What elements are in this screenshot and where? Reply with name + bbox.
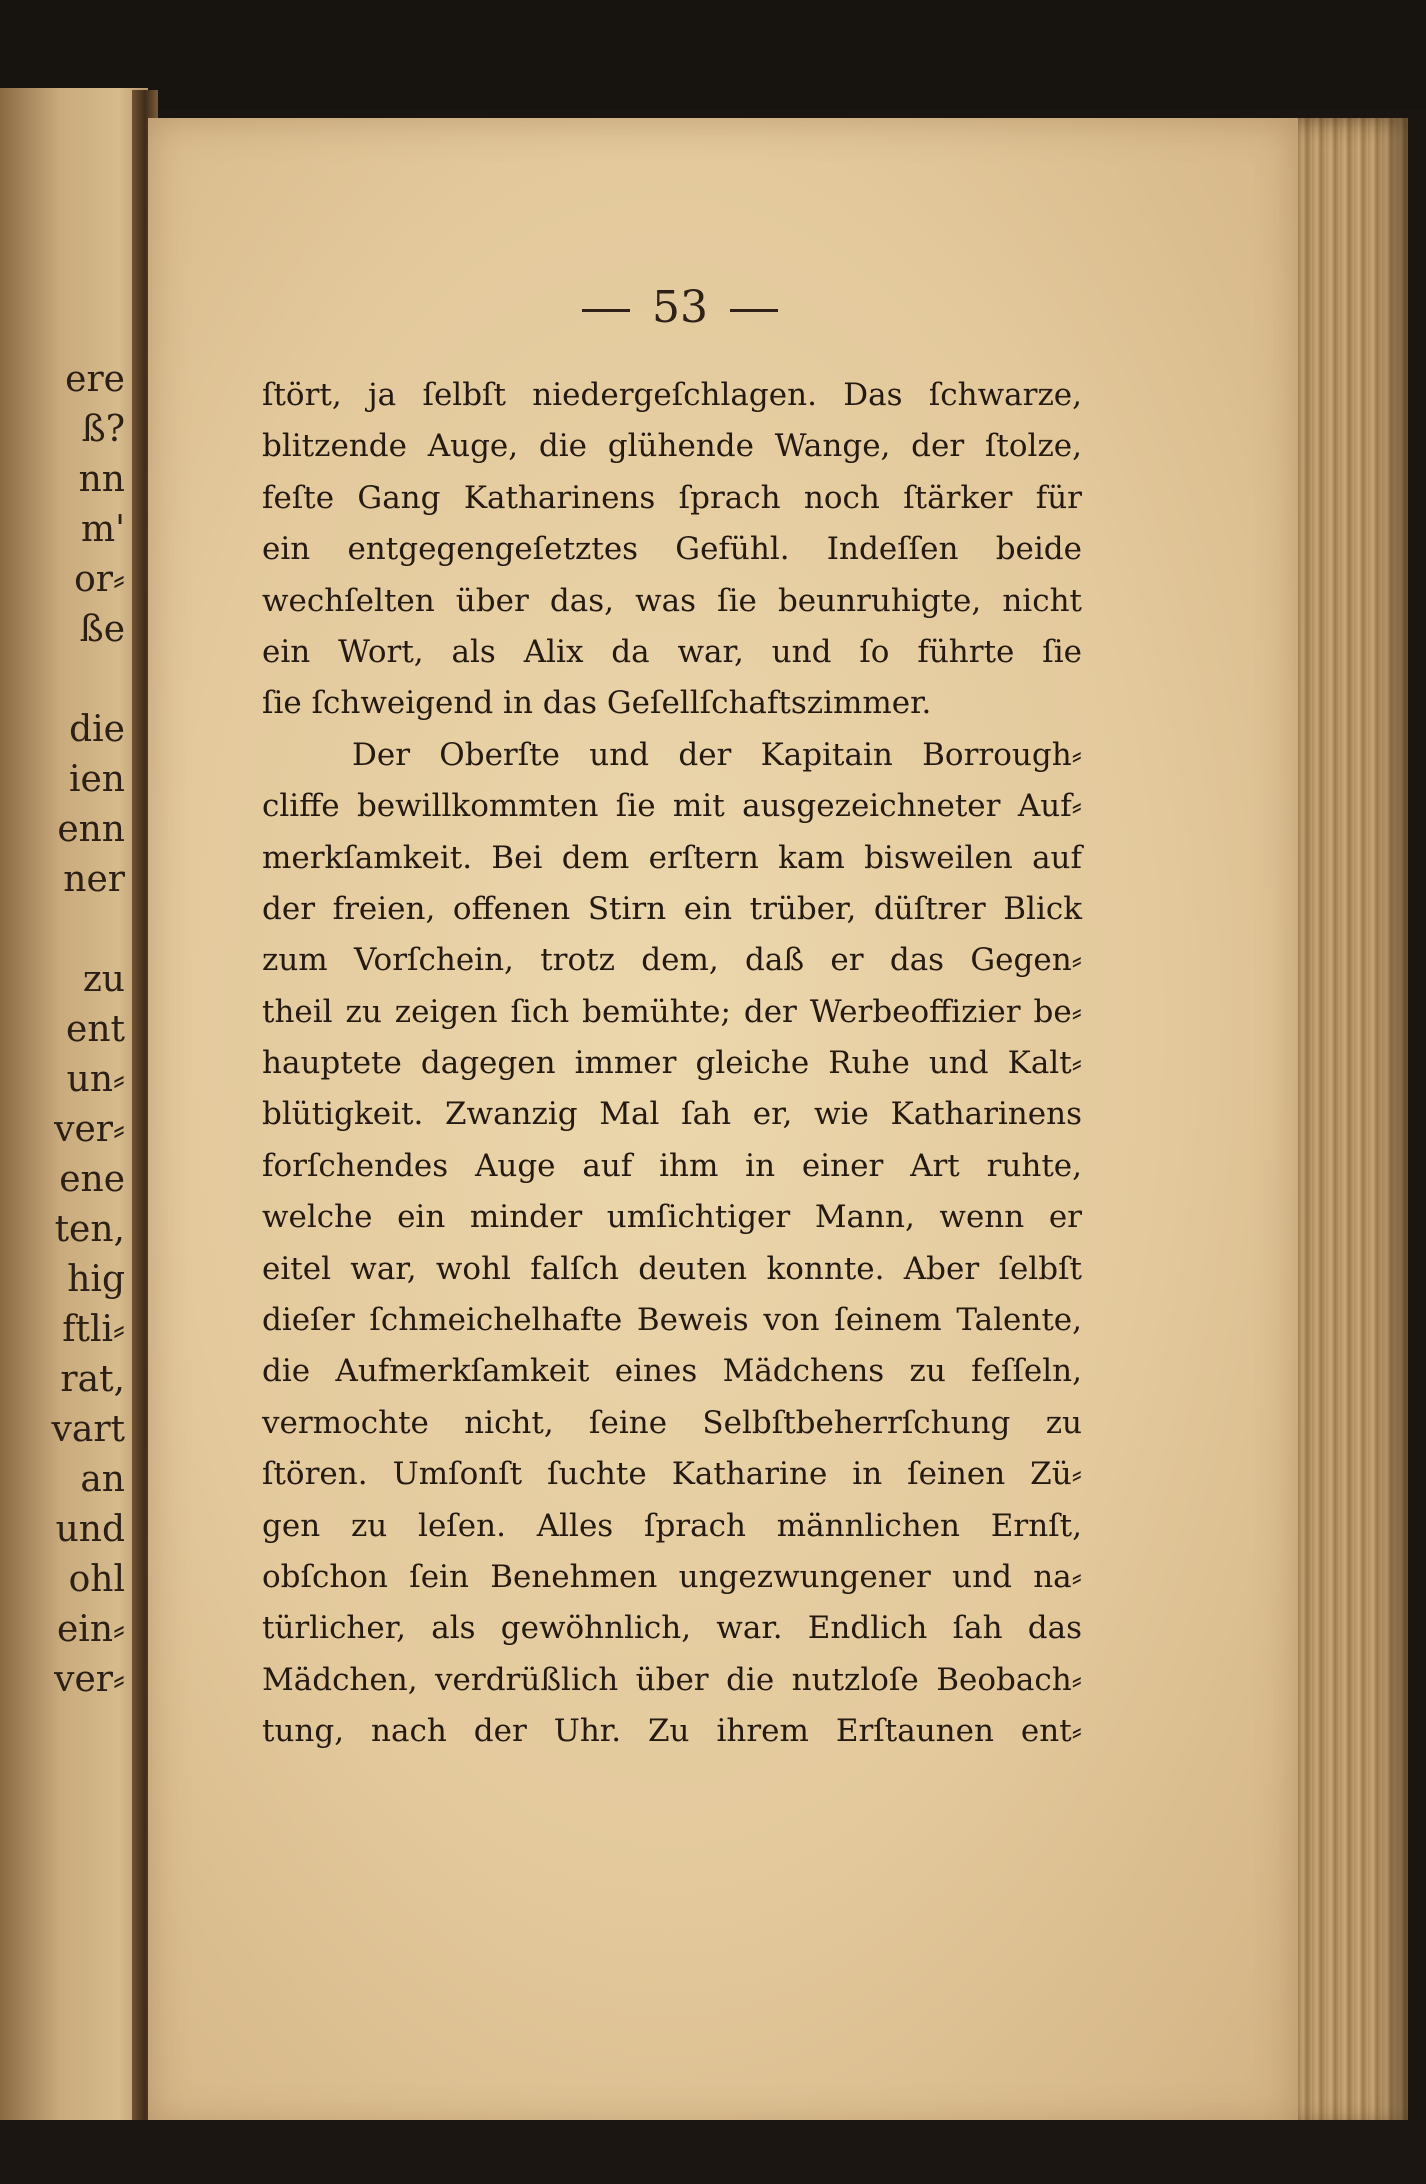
text-line: obſchon ſein Benehmen ungezwungener und na⸗ — [262, 1558, 1082, 1595]
left-fragment: und — [55, 1509, 125, 1550]
text-line: blitzende Auge, die glühende Wange, der ſtolze, — [262, 428, 1082, 465]
text-line: ein Wort, als Alix da war, und ſo führte ſie — [262, 633, 1082, 670]
text-line: eitel war, wohl falſch deuten konnte. Aber ſelbſt — [262, 1250, 1082, 1287]
left-fragment: zu — [82, 959, 125, 1000]
text-line: cliffe bewillkommten ſie mit ausgezeichneter Auf⸗ — [262, 788, 1082, 825]
left-fragment: ner — [63, 859, 125, 900]
text-line: ſtören. Umſonſt ſuchte Katharine in ſeinen Zü⸗ — [262, 1456, 1082, 1493]
left-fragment: ein⸗ — [57, 1609, 125, 1650]
left-fragment: or⸗ — [74, 559, 125, 600]
left-fragment: ß? — [81, 409, 125, 450]
left-fragment: rat, — [60, 1359, 125, 1400]
left-fragment-gap — [0, 905, 125, 955]
left-fragment: ere — [65, 359, 125, 400]
left-fragment: ohl — [68, 1559, 125, 1600]
left-fragment: ße — [79, 609, 125, 650]
left-page-text-fragments — [0, 355, 125, 1705]
background-bottom — [0, 2120, 1426, 2184]
background-top — [0, 0, 1426, 110]
text-line: türlicher, als gewöhnlich, war. Endlich ſah das — [262, 1610, 1082, 1647]
text-line: hauptete dagegen immer gleiche Ruhe und Kalt⸗ — [262, 1045, 1082, 1082]
text-line: merkſamkeit. Bei dem erſtern kam bisweilen auf — [262, 839, 1082, 876]
left-fragment: m' — [80, 509, 125, 550]
text-line: die Aufmerkſamkeit eines Mädchens zu feſſeln, — [262, 1353, 1082, 1390]
left-fragment: enn — [57, 809, 125, 850]
left-fragment: die — [69, 709, 125, 750]
text-line: ſtört, ja ſelbſt niedergeſchlagen. Das ſchwarze, — [262, 377, 1082, 413]
text-line: vermochte nicht, ſeine Selbſtbeherrſchung zu — [262, 1404, 1082, 1441]
left-fragment: ftli⸗ — [62, 1309, 125, 1350]
text-line: tung, nach der Uhr. Zu ihrem Erſtaunen ent⸗ — [262, 1713, 1082, 1750]
text-line: der freien, offenen Stirn ein trüber, düſtrer Blick — [262, 890, 1082, 927]
text-line: dieſer ſchmeichelhafte Beweis von ſeinem Talente, — [262, 1302, 1082, 1339]
left-fragment: vart — [51, 1409, 125, 1450]
body-text — [262, 370, 1082, 1758]
header-dash-left — [582, 309, 630, 312]
header-dash-right — [730, 309, 778, 312]
left-fragment: ver⸗ — [54, 1659, 125, 1700]
text-line: ſie ſchweigend in das Geſellſchaftszimmer. — [262, 685, 932, 722]
text-line: Mädchen, verdrüßlich über die nutzloſe Beobach⸗ — [262, 1661, 1082, 1698]
text-line: zum Vorſchein, trotz dem, daß er das Gegen⸗ — [262, 942, 1082, 979]
left-fragment: ent — [66, 1009, 125, 1050]
text-line: gen zu leſen. Alles ſprach männlichen Ernſt, — [262, 1507, 1082, 1544]
text-line: feſte Gang Katharinens ſprach noch ſtärker für — [262, 479, 1082, 516]
left-fragment: an — [80, 1459, 125, 1500]
page-header — [540, 282, 820, 342]
text-line: blütigkeit. Zwanzig Mal ſah er, wie Katharinens — [262, 1096, 1082, 1133]
text-line: forſchendes Auge auf ihm in einer Art ruhte, — [262, 1147, 1082, 1184]
text-line: theil zu zeigen ſich bemühte; der Werbeoffizier be⸗ — [262, 993, 1082, 1030]
left-fragment: ien — [68, 759, 125, 800]
left-fragment-gap — [0, 655, 125, 705]
left-fragment: un⸗ — [66, 1059, 125, 1100]
left-fragment: nn — [78, 459, 125, 500]
text-line: ein entgegengeſetztes Gefühl. Indeſſen beide — [262, 531, 1082, 568]
left-fragment: ten, — [54, 1209, 125, 1250]
page-edges — [1298, 118, 1408, 2128]
text-line: wechſelten über das, was ſie beunruhigte, nicht — [262, 582, 1082, 619]
text-line: welche ein minder umſichtiger Mann, wenn er — [262, 1199, 1082, 1236]
text-line: Der Oberſte und der Kapitain Borrough⸗ — [352, 736, 1082, 773]
left-fragment: hig — [67, 1259, 125, 1300]
left-fragment: ene — [59, 1159, 125, 1200]
page-number: 53 — [652, 282, 708, 333]
left-fragment: ver⸗ — [54, 1109, 125, 1150]
